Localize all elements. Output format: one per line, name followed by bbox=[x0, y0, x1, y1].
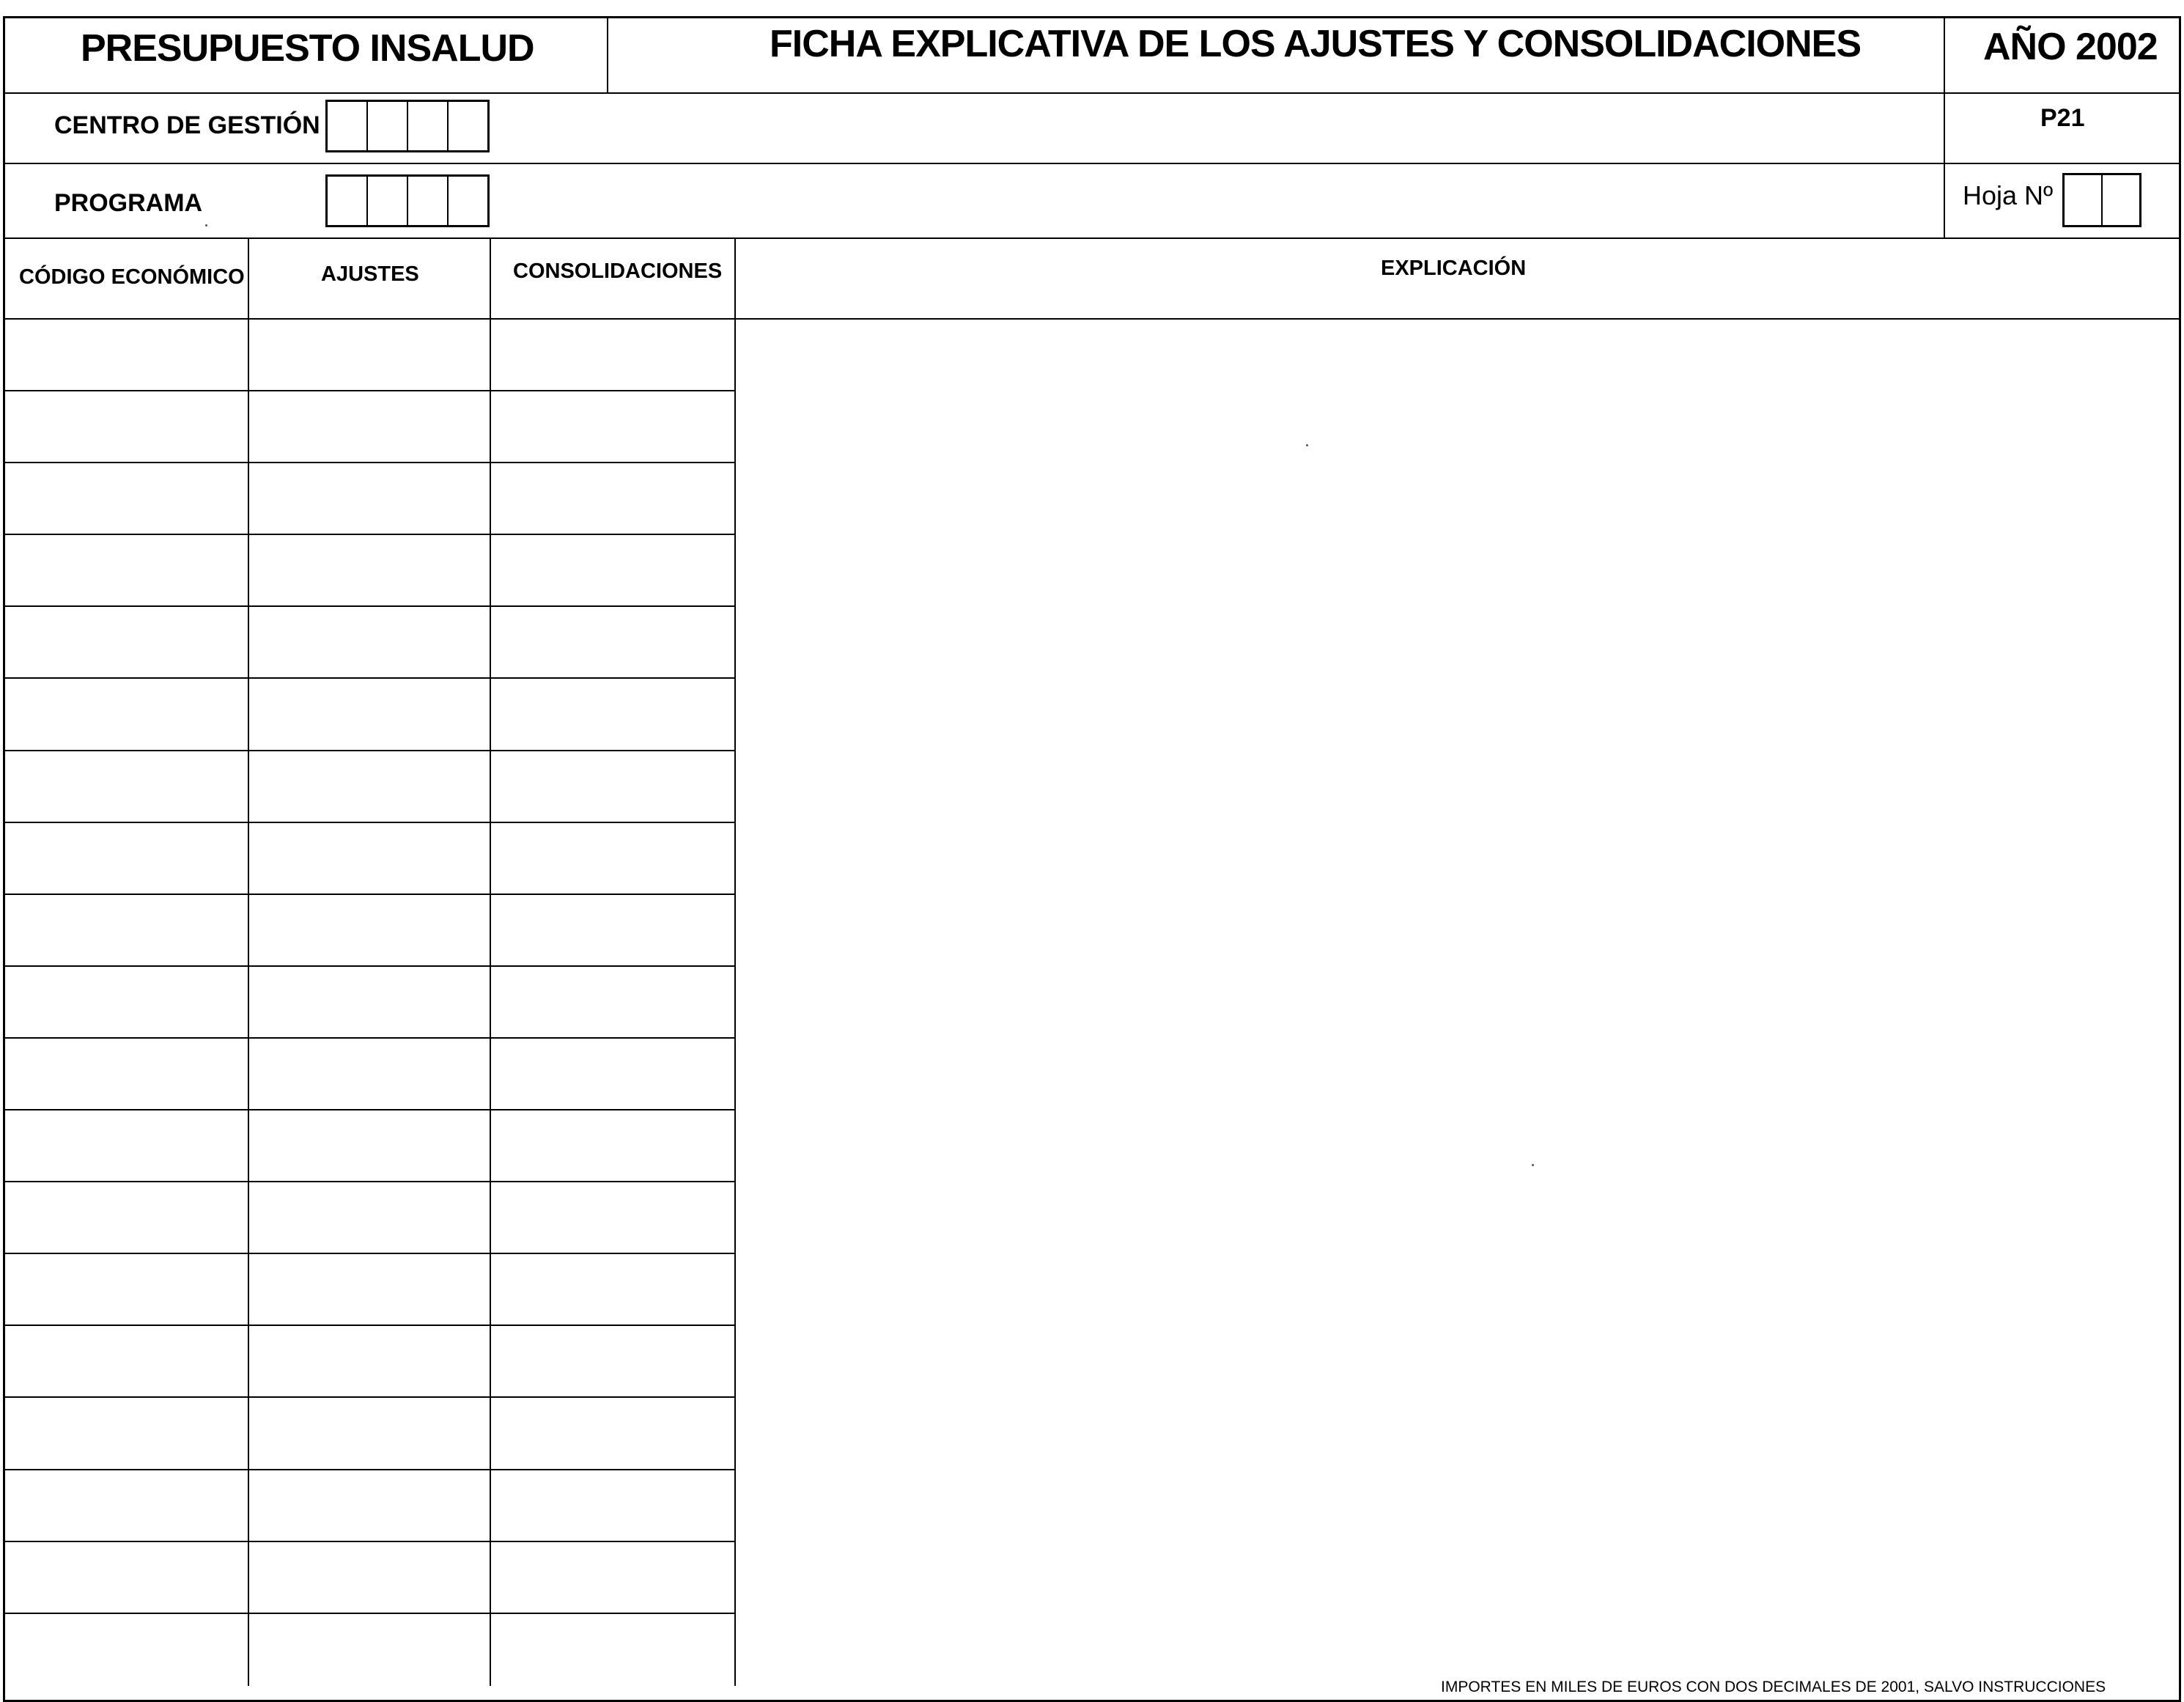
scan-speck bbox=[1306, 444, 1308, 446]
page-title: FICHA EXPLICATIVA DE LOS AJUSTES Y CONSOLIDACIONES bbox=[770, 23, 1862, 65]
sheet-number-box[interactable] bbox=[2101, 175, 2139, 225]
codigo-cell[interactable] bbox=[3, 535, 248, 605]
ajustes-cell[interactable] bbox=[248, 967, 490, 1037]
consolidaciones-cell[interactable] bbox=[490, 535, 735, 605]
column-header-explicacion: EXPLICACIÓN bbox=[1381, 257, 1527, 280]
table-row bbox=[3, 1470, 735, 1542]
table-row bbox=[3, 391, 735, 463]
header-divider-1 bbox=[607, 16, 608, 92]
left-title: PRESUPUESTO INSALUD bbox=[81, 27, 534, 70]
ajustes-cell[interactable] bbox=[248, 1542, 490, 1613]
ajustes-cell[interactable] bbox=[248, 1326, 490, 1396]
consolidaciones-cell[interactable] bbox=[490, 320, 735, 390]
ajustes-cell[interactable] bbox=[248, 751, 490, 822]
codigo-cell[interactable] bbox=[3, 679, 248, 750]
ajustes-cell[interactable] bbox=[248, 679, 490, 750]
programa-code-box[interactable] bbox=[447, 177, 487, 225]
explicacion-field[interactable] bbox=[736, 320, 2180, 1686]
ajustes-cell[interactable] bbox=[248, 1182, 490, 1253]
codigo-cell[interactable] bbox=[3, 1614, 248, 1686]
table-row bbox=[3, 607, 735, 679]
sheet-number-boxes[interactable] bbox=[2062, 173, 2141, 227]
ajustes-cell[interactable] bbox=[248, 320, 490, 390]
consolidaciones-cell[interactable] bbox=[490, 1542, 735, 1613]
codigo-cell[interactable] bbox=[3, 463, 248, 534]
consolidaciones-cell[interactable] bbox=[490, 607, 735, 677]
programa-code-box[interactable] bbox=[328, 177, 366, 225]
centro-code-box[interactable] bbox=[447, 102, 487, 150]
consolidaciones-cell[interactable] bbox=[490, 1254, 735, 1325]
codigo-cell[interactable] bbox=[3, 391, 248, 462]
programa-bottom-rule bbox=[3, 237, 2181, 239]
centro-code-boxes[interactable] bbox=[325, 100, 490, 152]
table-row bbox=[3, 679, 735, 751]
ajustes-cell[interactable] bbox=[248, 823, 490, 894]
centro-label: CENTRO DE GESTIÓN bbox=[54, 111, 320, 139]
ajustes-cell[interactable] bbox=[248, 463, 490, 534]
codigo-cell[interactable] bbox=[3, 967, 248, 1037]
programa-label: PROGRAMA bbox=[54, 189, 203, 217]
consolidaciones-cell[interactable] bbox=[490, 391, 735, 462]
scan-speck bbox=[205, 224, 207, 226]
consolidaciones-cell[interactable] bbox=[490, 1614, 735, 1686]
table-row bbox=[3, 463, 735, 535]
footer-note: IMPORTES EN MILES DE EUROS CON DOS DECIMALES DE 2001, SALVO INSTRUCCIONES bbox=[1441, 1679, 2106, 1695]
form-code: P21 bbox=[2040, 104, 2085, 132]
table-row bbox=[3, 823, 735, 895]
codigo-cell[interactable] bbox=[3, 751, 248, 822]
ajustes-cell[interactable] bbox=[248, 1614, 490, 1686]
consolidaciones-cell[interactable] bbox=[490, 679, 735, 750]
ajustes-cell[interactable] bbox=[248, 1470, 490, 1541]
ajustes-cell[interactable] bbox=[248, 607, 490, 677]
codigo-cell[interactable] bbox=[3, 1182, 248, 1253]
table-row bbox=[3, 1399, 735, 1470]
consolidaciones-cell[interactable] bbox=[490, 1110, 735, 1181]
programa-code-boxes[interactable] bbox=[325, 174, 490, 227]
ajustes-cell[interactable] bbox=[248, 391, 490, 462]
table-row bbox=[3, 1326, 735, 1398]
codigo-cell[interactable] bbox=[3, 607, 248, 677]
table-row bbox=[3, 1110, 735, 1182]
ajustes-cell[interactable] bbox=[248, 895, 490, 965]
table-row bbox=[3, 1182, 735, 1254]
codigo-cell[interactable] bbox=[3, 895, 248, 965]
codigo-cell[interactable] bbox=[3, 1039, 248, 1109]
consolidaciones-cell[interactable] bbox=[490, 1182, 735, 1253]
consolidaciones-cell[interactable] bbox=[490, 1039, 735, 1109]
consolidaciones-cell[interactable] bbox=[490, 463, 735, 534]
table-row bbox=[3, 751, 735, 823]
ajustes-cell[interactable] bbox=[248, 1039, 490, 1109]
header-divider-2 bbox=[1944, 16, 1945, 237]
codigo-cell[interactable] bbox=[3, 1399, 248, 1469]
table-row bbox=[3, 320, 735, 391]
programa-code-box[interactable] bbox=[366, 177, 407, 225]
codigo-cell[interactable] bbox=[3, 1110, 248, 1181]
codigo-cell[interactable] bbox=[3, 320, 248, 390]
programa-code-box[interactable] bbox=[407, 177, 447, 225]
scan-speck bbox=[1532, 1164, 1534, 1166]
column-header-codigo: CÓDIGO ECONÓMICO bbox=[19, 265, 245, 289]
codigo-cell[interactable] bbox=[3, 1470, 248, 1541]
ajustes-cell[interactable] bbox=[248, 535, 490, 605]
consolidaciones-cell[interactable] bbox=[490, 1399, 735, 1469]
column-header-ajustes: AJUSTES bbox=[321, 262, 419, 286]
sheet-label: Hoja Nº bbox=[1963, 180, 2054, 210]
ajustes-cell[interactable] bbox=[248, 1399, 490, 1469]
table-row bbox=[3, 967, 735, 1039]
table-row bbox=[3, 1039, 735, 1110]
ajustes-cell[interactable] bbox=[248, 1254, 490, 1325]
codigo-cell[interactable] bbox=[3, 823, 248, 894]
table-row bbox=[3, 895, 735, 967]
year-label: AÑO 2002 bbox=[1983, 26, 2158, 68]
centro-bottom-rule bbox=[3, 163, 2181, 164]
column-header-consolidaciones: CONSOLIDACIONES bbox=[513, 259, 723, 283]
codigo-cell[interactable] bbox=[3, 1542, 248, 1613]
table-row bbox=[3, 1254, 735, 1326]
consolidaciones-cell[interactable] bbox=[490, 1326, 735, 1396]
sheet-number-box[interactable] bbox=[2065, 175, 2101, 225]
header-bottom-rule bbox=[3, 92, 2181, 94]
consolidaciones-cell[interactable] bbox=[490, 1470, 735, 1541]
table-row bbox=[3, 1542, 735, 1614]
table-row bbox=[3, 1614, 735, 1686]
table-row bbox=[3, 535, 735, 607]
centro-code-box[interactable] bbox=[328, 102, 366, 150]
consolidaciones-cell[interactable] bbox=[490, 751, 735, 822]
ajustes-cell[interactable] bbox=[248, 1110, 490, 1181]
codigo-cell[interactable] bbox=[3, 1254, 248, 1325]
centro-code-box[interactable] bbox=[366, 102, 407, 150]
consolidaciones-cell[interactable] bbox=[490, 895, 735, 965]
consolidaciones-cell[interactable] bbox=[490, 967, 735, 1037]
centro-code-box[interactable] bbox=[407, 102, 447, 150]
codigo-cell[interactable] bbox=[3, 1326, 248, 1396]
consolidaciones-cell[interactable] bbox=[490, 823, 735, 894]
